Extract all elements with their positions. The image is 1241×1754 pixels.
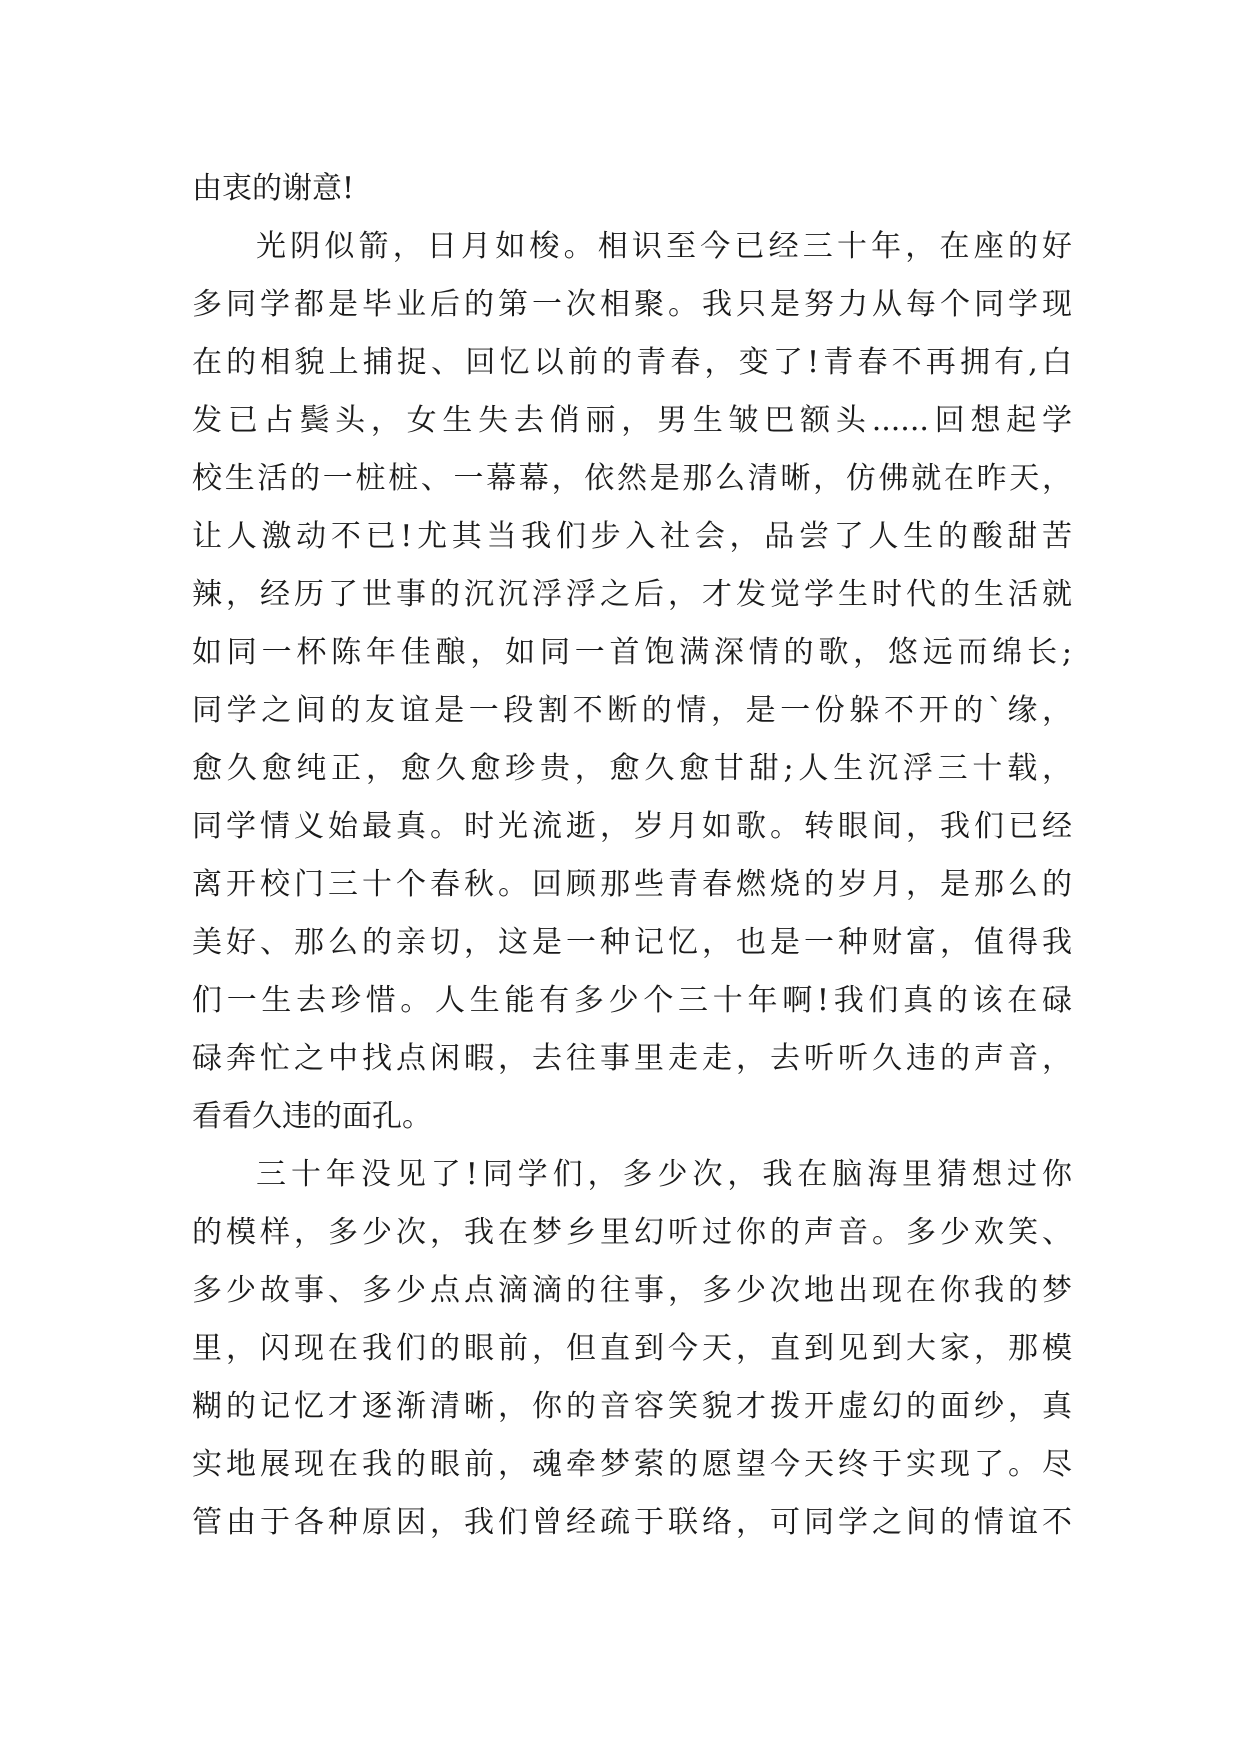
paragraph-line: 管由于各种原因，我们曾经疏于联络，可同学之间的情谊不 xyxy=(192,1505,1072,1540)
paragraph-line: 多少故事、多少点点滴滴的往事，多少次地出现在你我的梦 xyxy=(192,1273,1072,1308)
paragraph-line: 碌奔忙之中找点闲暇，去往事里走走，去听听久违的声音， xyxy=(192,1041,1072,1076)
paragraph-line: 实地展现在我的眼前，魂牵梦萦的愿望今天终于实现了。尽 xyxy=(192,1447,1072,1482)
paragraph-line: 让人激动不已!尤其当我们步入社会，品尝了人生的酸甜苦 xyxy=(192,519,1072,554)
paragraph-line: 由衷的谢意! xyxy=(192,171,355,206)
paragraph-line: 光阴似箭，日月如梭。相识至今已经三十年，在座的好 xyxy=(256,229,1072,264)
paragraph-line: 美好、那么的亲切，这是一种记忆，也是一种财富，值得我 xyxy=(192,925,1072,960)
paragraph-line: 校生活的一桩桩、一幕幕，依然是那么清晰，仿佛就在昨天， xyxy=(192,461,1072,496)
paragraph-line: 发已占鬓头，女生失去俏丽，男生皱巴额头......回想起学 xyxy=(192,403,1072,438)
paragraph-line: 如同一杯陈年佳酿，如同一首饱满深情的歌，悠远而绵长; xyxy=(192,635,1072,670)
document-body xyxy=(192,160,1072,1552)
paragraph-line: 在的相貌上捕捉、回忆以前的青春，变了!青春不再拥有,白 xyxy=(192,345,1072,380)
paragraph-line: 多同学都是毕业后的第一次相聚。我只是努力从每个同学现 xyxy=(192,287,1072,322)
paragraph-line: 辣，经历了世事的沉沉浮浮之后，才发觉学生时代的生活就 xyxy=(192,577,1072,612)
paragraph-line: 们一生去珍惜。人生能有多少个三十年啊!我们真的该在碌 xyxy=(192,983,1072,1018)
paragraph-line: 看看久违的面孔。 xyxy=(192,1099,432,1134)
paragraph-line: 同学之间的友谊是一段割不断的情，是一份躲不开的`缘， xyxy=(192,693,1072,728)
paragraph-line: 糊的记忆才逐渐清晰，你的音容笑貌才拨开虚幻的面纱，真 xyxy=(192,1389,1072,1424)
paragraph-line: 同学情义始最真。时光流逝，岁月如歌。转眼间，我们已经 xyxy=(192,809,1072,844)
paragraph-line: 三十年没见了!同学们，多少次，我在脑海里猜想过你 xyxy=(256,1157,1072,1192)
paragraph-line: 愈久愈纯正，愈久愈珍贵，愈久愈甘甜;人生沉浮三十载， xyxy=(192,751,1072,786)
paragraph-line: 里，闪现在我们的眼前，但直到今天，直到见到大家，那模 xyxy=(192,1331,1072,1366)
paragraph-line: 离开校门三十个春秋。回顾那些青春燃烧的岁月，是那么的 xyxy=(192,867,1072,902)
paragraph-line: 的模样，多少次，我在梦乡里幻听过你的声音。多少欢笑、 xyxy=(192,1215,1072,1250)
